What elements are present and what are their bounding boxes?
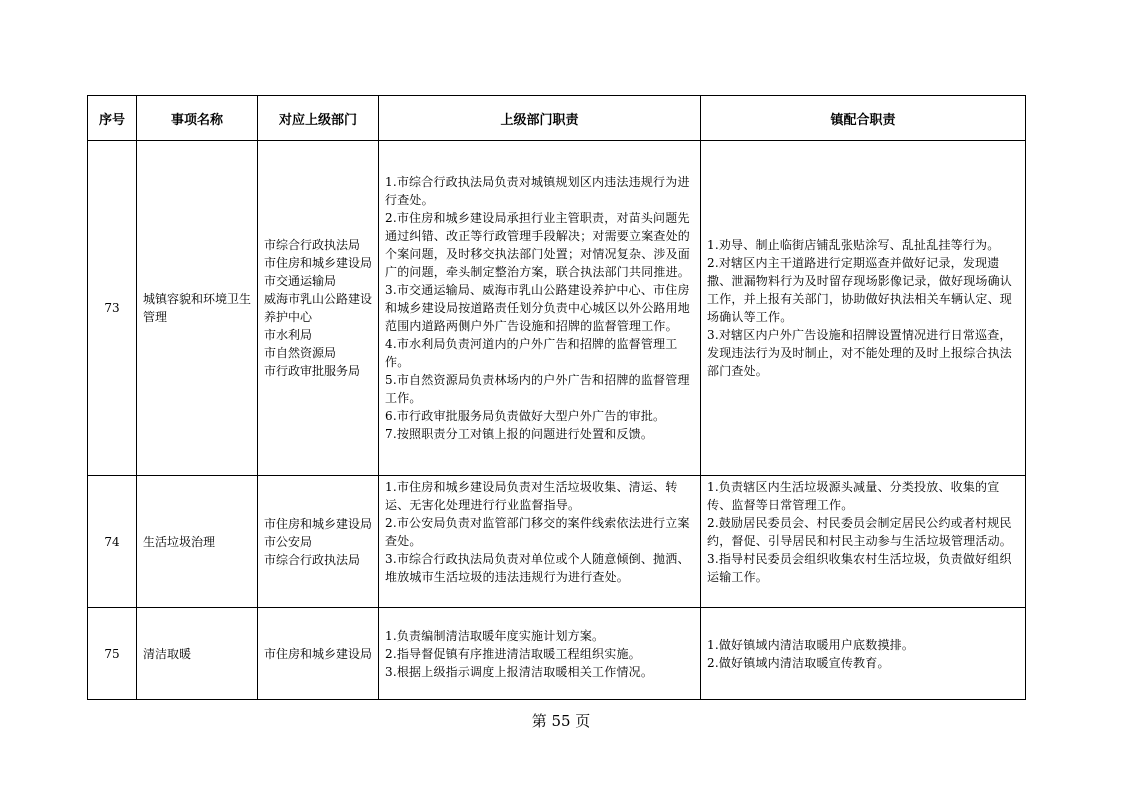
duty-item: 1.市综合行政执法局负责对城镇规划区内违法违规行为进行查处。 bbox=[385, 175, 690, 207]
duty-item: 2.鼓励居民委员会、村民委员会制定居民公约或者村规民约，督促、引导居民和村民主动参与生活垃圾管理活动。 bbox=[707, 516, 1013, 548]
duty-item: 3.市交通运输局、威海市乳山公路建设养护中心、市住房和城乡建设局按道路责任划分负责中心城区以外公路用地范围内道路两侧户外广告设施和招牌的监督管理工作。 bbox=[385, 283, 691, 333]
header-sup: 上级部门职责 bbox=[379, 96, 701, 141]
row-num: 73 bbox=[88, 141, 137, 476]
duty-item: 2.市住房和城乡建设局承担行业主管职责，对苗头问题先通过纠错、改正等行政管理手段解决；对需要立案查处的个案问题，及时移交执法部门处置；对情况复杂、涉及面广的问题，牵头制定整治方案，联合执法部门共同推进。 bbox=[385, 211, 691, 279]
table-row bbox=[88, 141, 1026, 476]
dept-item: 市综合行政执法局 bbox=[264, 552, 361, 567]
page-number: 第 55 页 bbox=[531, 712, 591, 730]
duty-item: 7.按照职责分工对镇上报的问题进行处置和反馈。 bbox=[385, 427, 654, 441]
row-sup-duties bbox=[379, 608, 701, 700]
dept-item: 市住房和城乡建设局 bbox=[264, 256, 373, 270]
duty-item: 2.指导督促镇有序推进清洁取暖工程组织实施。 bbox=[385, 646, 641, 661]
row-town-duties bbox=[701, 608, 1026, 700]
duty-item: 3.根据上级指示调度上报清洁取暖相关工作情况。 bbox=[385, 664, 654, 679]
duty-item: 1.做好镇域内清洁取暖用户底数摸排。 bbox=[707, 637, 915, 652]
row-depts bbox=[258, 476, 379, 608]
duty-item: 1.劝导、制止临街店铺乱张贴涂写、乱扯乱挂等行为。 bbox=[707, 238, 1000, 252]
row-name: 清洁取暖 bbox=[137, 608, 258, 700]
duty-item: 3.指导村民委员会组织收集农村生活垃圾，负责做好组织运输工作。 bbox=[707, 552, 1012, 584]
header-name: 事项名称 bbox=[137, 96, 258, 141]
row-sup-duties bbox=[379, 141, 701, 476]
header-row bbox=[88, 96, 1026, 141]
dept-item: 市住房和城乡建设局 bbox=[264, 516, 373, 531]
row-town-duties bbox=[701, 141, 1026, 476]
duty-item: 3.市综合行政执法局负责对单位或个人随意倾倒、抛洒、堆放城市生活垃圾的违法违规行为进行查处。 bbox=[385, 552, 690, 584]
row-depts bbox=[258, 608, 379, 700]
dept-item: 市水利局 bbox=[264, 328, 313, 342]
table-row bbox=[88, 608, 1026, 700]
duty-table bbox=[87, 95, 1026, 700]
dept-item: 市行政审批服务局 bbox=[264, 364, 361, 378]
row-depts bbox=[258, 141, 379, 476]
dept-item: 威海市乳山公路建设养护中心 bbox=[264, 292, 373, 324]
duty-item: 2.市公安局负责对监管部门移交的案件线索依法进行立案查处。 bbox=[385, 516, 690, 548]
header-town: 镇配合职责 bbox=[701, 96, 1026, 141]
row-num: 75 bbox=[88, 608, 137, 700]
duty-item: 2.做好镇域内清洁取暖宣传教育。 bbox=[707, 655, 890, 670]
duty-item: 6.市行政审批服务局负责做好大型户外广告的审批。 bbox=[385, 409, 666, 423]
row-num: 74 bbox=[88, 476, 137, 608]
row-name: 城镇容貌和环境卫生管理 bbox=[137, 141, 258, 476]
duty-item: 3.对辖区内户外广告设施和招牌设置情况进行日常巡查，发现违法行为及时制止，对不能处理的及时上报综合执法部门查处。 bbox=[707, 328, 1013, 378]
duty-item: 2.对辖区内主干道路进行定期巡查并做好记录，发现遗撒、泄漏物料行为及时留存现场影像记录，做好现场确认工作，并上报有关部门，协助做好执法相关车辆认定、现场确认等工作。 bbox=[707, 256, 1013, 324]
dept-item: 市住房和城乡建设局 bbox=[264, 646, 373, 661]
row-sup-duties bbox=[379, 476, 701, 608]
dept-item: 市自然资源局 bbox=[264, 346, 337, 360]
dept-item: 市交通运输局 bbox=[264, 274, 337, 288]
table-row bbox=[88, 476, 1026, 608]
duty-item: 4.市水利局负责河道内的户外广告和招牌的监督管理工作。 bbox=[385, 337, 678, 369]
header-num: 序号 bbox=[88, 96, 137, 141]
row-name: 生活垃圾治理 bbox=[137, 476, 258, 608]
row-town-duties bbox=[701, 476, 1026, 608]
dept-item: 市综合行政执法局 bbox=[264, 238, 361, 252]
dept-item: 市公安局 bbox=[264, 534, 313, 549]
duty-item: 1.负责编制清洁取暖年度实施计划方案。 bbox=[385, 628, 605, 643]
duty-item: 1.负责辖区内生活垃圾源头减量、分类投放、收集的宣传、监督等日常管理工作。 bbox=[707, 480, 1000, 512]
header-dept: 对应上级部门 bbox=[258, 96, 379, 141]
duty-item: 1.市住房和城乡建设局负责对生活垃圾收集、清运、转运、无害化处理进行行业监督指导。 bbox=[385, 480, 678, 512]
duty-item: 5.市自然资源局负责林场内的户外广告和招牌的监督管理工作。 bbox=[385, 373, 690, 405]
